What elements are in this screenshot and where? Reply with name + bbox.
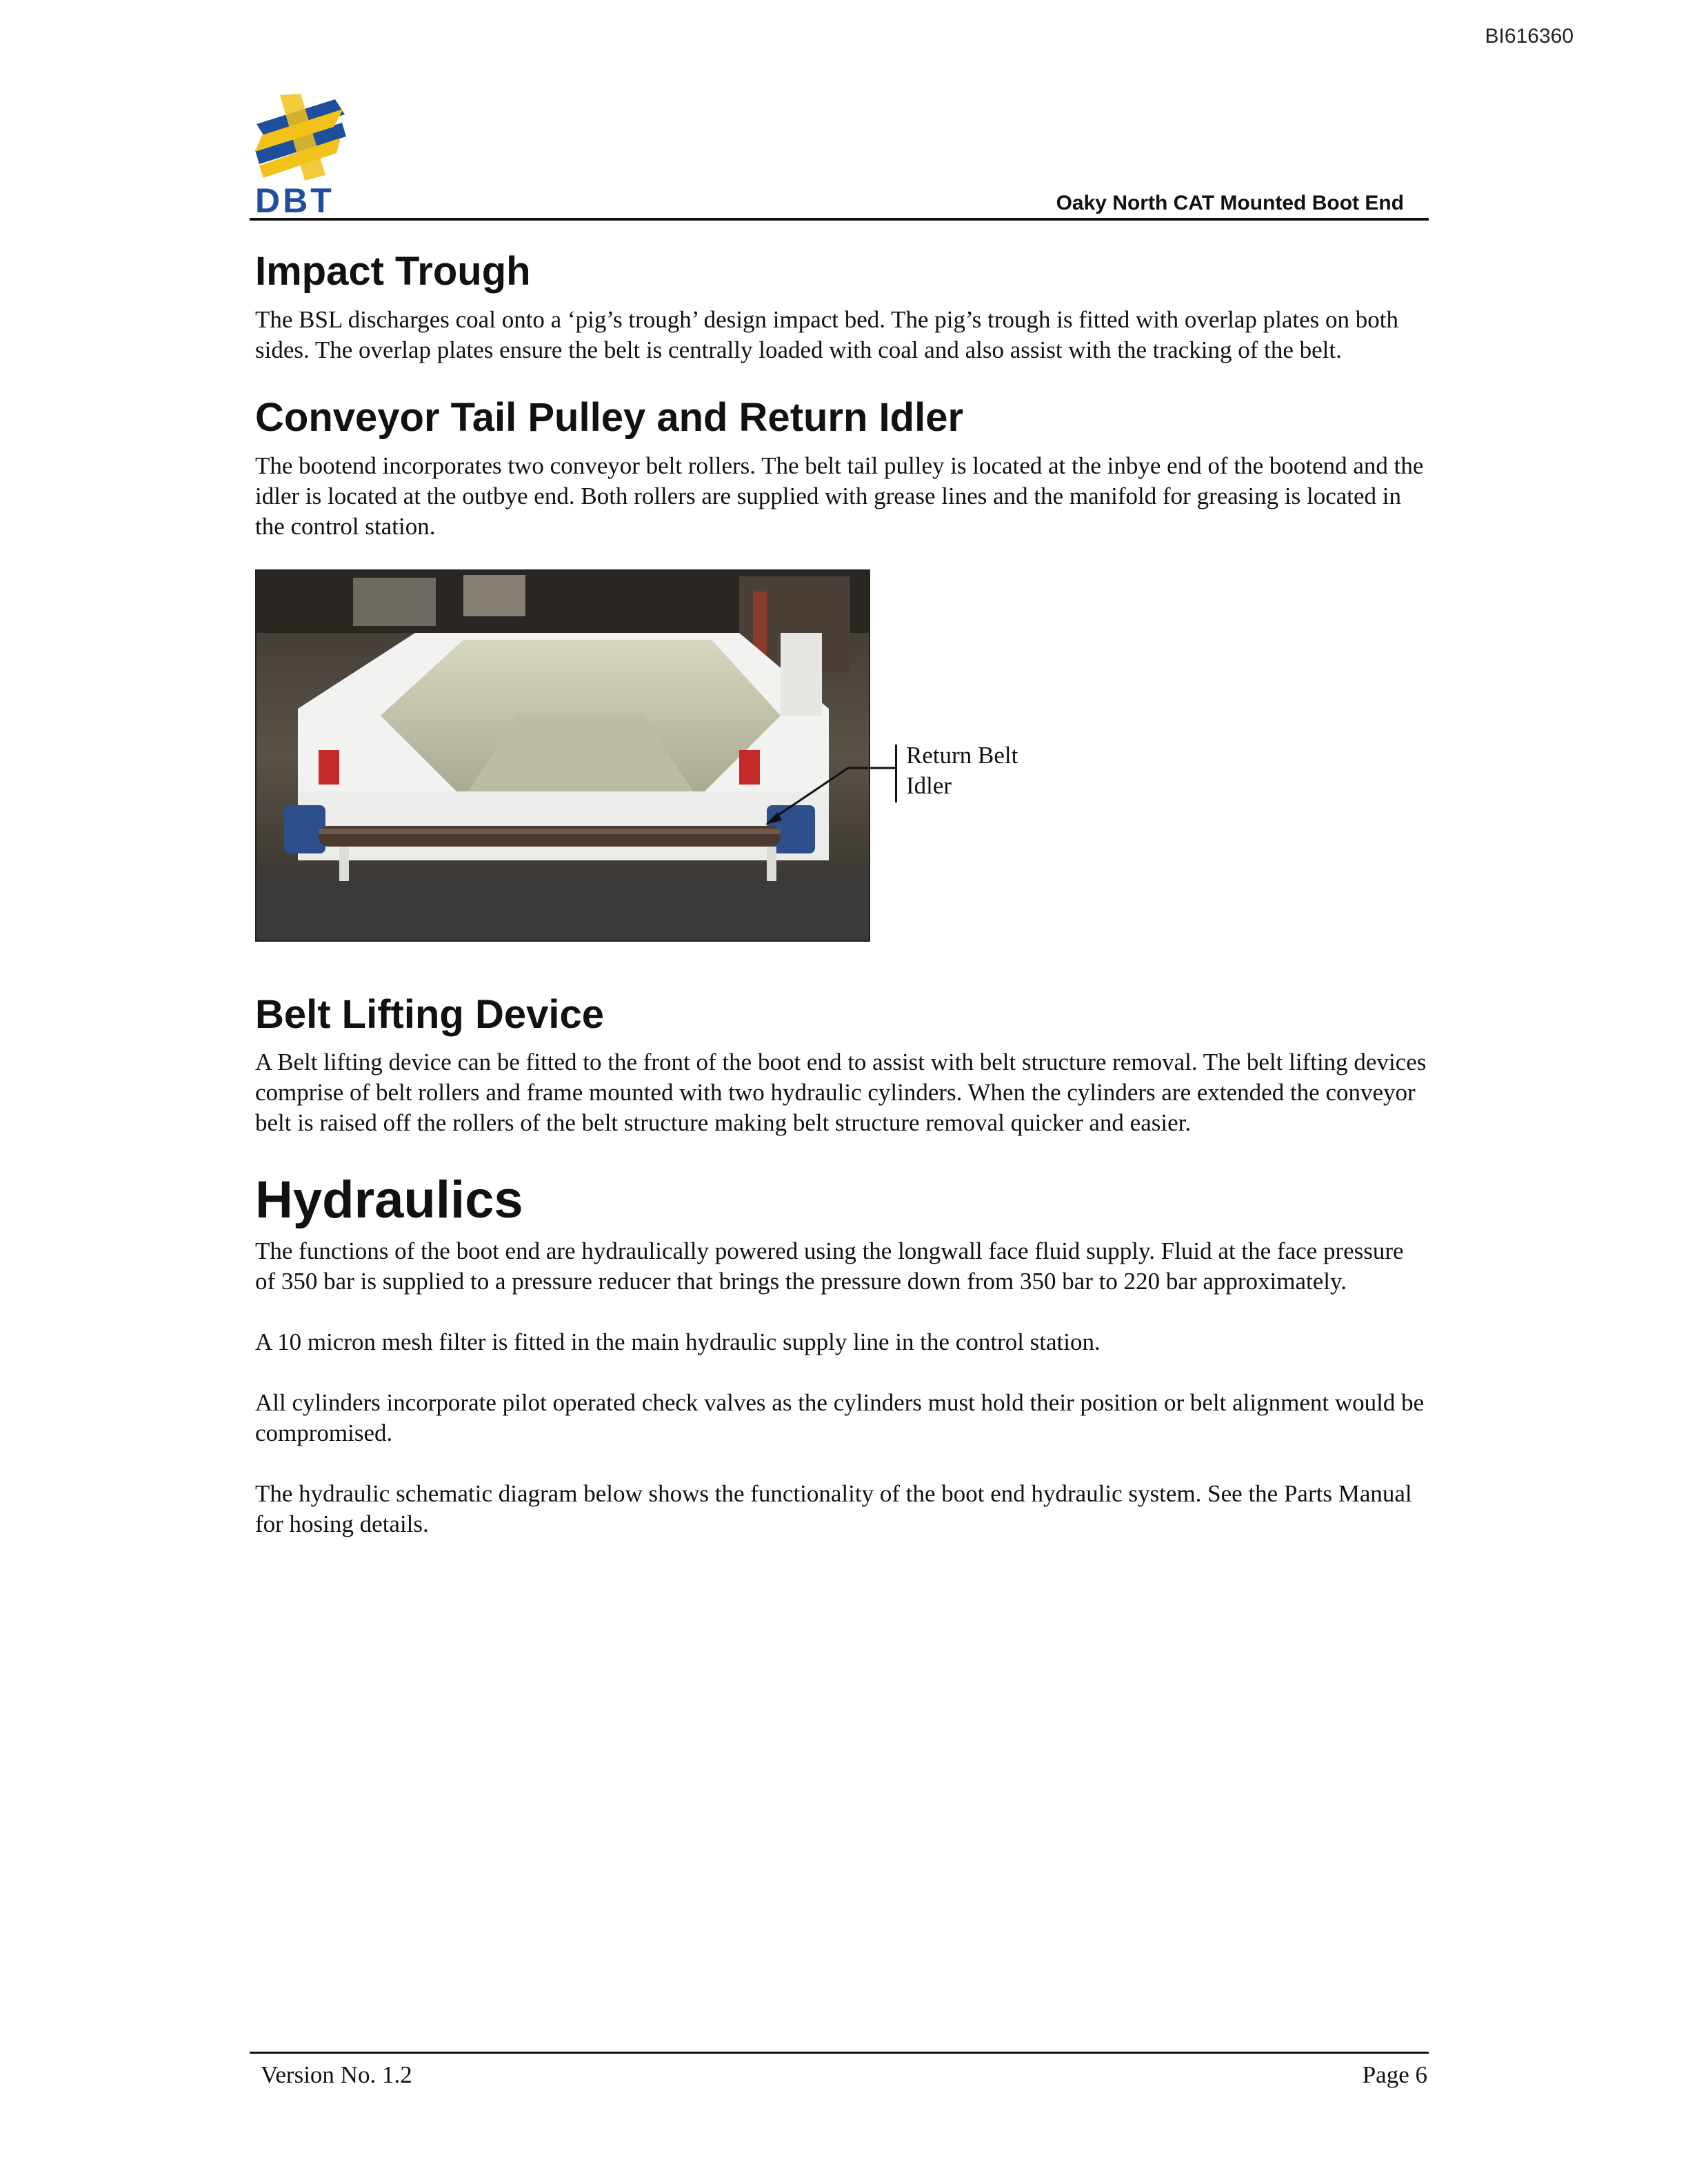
callout-label-line1: Return Belt <box>906 741 1018 769</box>
callout-label <box>906 740 1018 801</box>
dbt-logo-mark <box>255 94 346 181</box>
dbt-logo <box>252 94 349 218</box>
paragraph-tail-pulley: The bootend incorporates two conveyor belt rollers. The belt tail pulley is located at the inbye end of the bootend and the idler is located at the outbye end. Both rollers are supplied with grease lines and the manifold for greasing is located in the control station. <box>255 452 1424 540</box>
footer-page-number: Page 6 <box>1362 2061 1427 2088</box>
header-title: Oaky North CAT Mounted Boot End <box>1056 192 1404 214</box>
heading-tail-pulley: Conveyor Tail Pulley and Return Idler <box>255 394 964 440</box>
callout-label-line2: Idler <box>906 771 952 799</box>
paragraph-hydraulics-3: All cylinders incorporate pilot operated check valves as the cylinders must hold their position or belt alignment would be compromised. <box>255 1388 1425 1446</box>
paragraph-hydraulics-4: The hydraulic schematic diagram below shows the functionality of the boot end hydraulic system. See the Parts Manual for hosing details. <box>255 1479 1412 1537</box>
dbt-logo-text: DBT <box>255 181 334 218</box>
heading-impact-trough: Impact Trough <box>255 249 531 294</box>
callout-bracket <box>895 745 897 802</box>
heading-belt-lifting: Belt Lifting Device <box>255 991 604 1037</box>
paragraph-hydraulics-2: A 10 micron mesh filter is fitted in the main hydraulic supply line in the control station. <box>255 1328 1101 1355</box>
document-id: BI616360 <box>1485 25 1574 48</box>
page-content <box>255 250 1427 1570</box>
paragraph-hydraulics-1: The functions of the boot end are hydraulically powered using the longwall face fluid supply. Fluid at the face pressure of 350 bar is supplied to a pressure reducer that brings the pressure down from 350 bar to 220 bar approximately. <box>255 1237 1404 1295</box>
header-rule <box>250 218 1429 221</box>
heading-hydraulics: Hydraulics <box>255 1171 523 1230</box>
callout-arrow <box>745 764 898 827</box>
figure-bootend <box>255 569 1427 956</box>
footer-rule <box>250 2052 1429 2054</box>
footer-version: Version No. 1.2 <box>261 2061 412 2088</box>
paragraph-impact-trough: The BSL discharges coal onto a ‘pig’s trough’ design impact bed. The pig’s trough is fitted with overlap plates on both sides. The overlap plates ensure the belt is centrally loaded with coal and also assist with the tracking of the belt. <box>255 305 1398 363</box>
paragraph-belt-lifting: A Belt lifting device can be fitted to the front of the boot end to assist with belt structure removal. The belt lifting devices comprise of belt rollers and frame mounted with two hydraulic cylinders. When the cylinders are extended the conveyor belt is raised off the rollers of the belt structure making belt structure removal quicker and easier. <box>255 1049 1427 1137</box>
bootend-photo <box>255 569 870 942</box>
